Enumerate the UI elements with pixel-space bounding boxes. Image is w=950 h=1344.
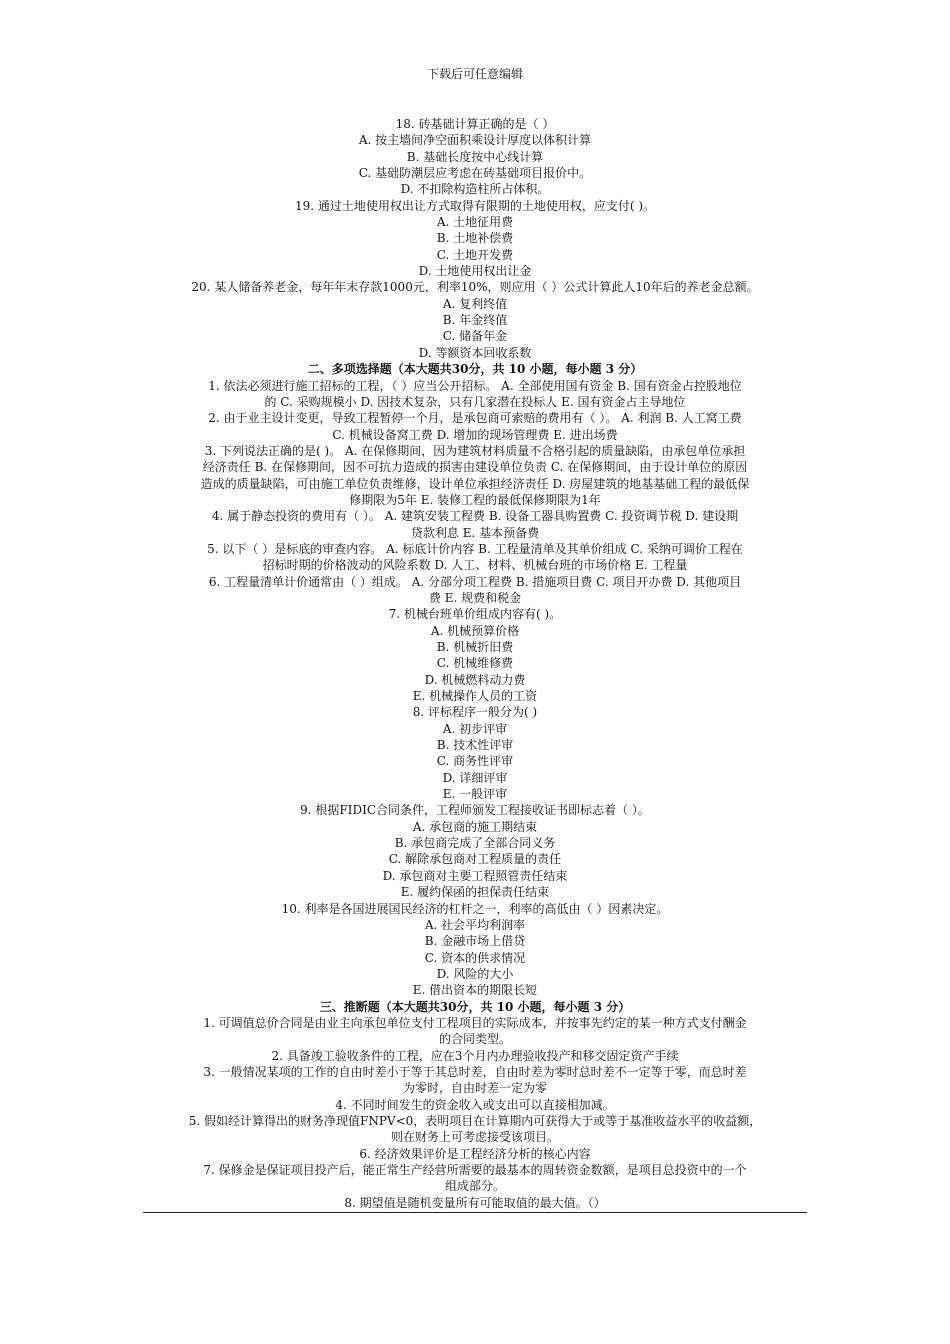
text-line: 18. 砖基础计算正确的是（ ） (395, 117, 555, 131)
text-line: A. 初步评审 (442, 721, 508, 736)
text-line: 2. 由于业主设计变更，导致工程暂停一个月，是承包商可索赔的费用有（ ）。 A. 利润 B. 人工窝工费 (208, 411, 742, 426)
text-line: 6. 工程量清单计价通常由（ ）组成。 A. 分部分项工程费 B. 措施项目费 C. 项目开办费 D. 其他项目 (208, 574, 742, 589)
text-line: 5. 假如经计算得出的财务净现值FNPV<0，表明项目在计算期内可获得大于或等于基准收益水平的收益额， (188, 1113, 762, 1128)
text-line: E. 机械操作人员的工资 (412, 689, 538, 704)
text-line: C. 解除承包商对工程质量的责任 (388, 852, 562, 867)
text-line: E. 借出资本的期限长短 (412, 983, 538, 998)
text-line: 20. 某人储备养老金，每年年末存款1000元，利率10%，则应用（ ）公式计算此人10年后的养老金总额。 (191, 280, 759, 295)
text-line: 10. 利率是各国进展国民经济的杠杆之一，利率的高低由（ ）因素决定。 (281, 901, 669, 916)
text-line: E. 履约保函的担保责任结束 (400, 885, 550, 900)
text-line: 的合同类型。 (438, 1032, 511, 1047)
text-line: 2. 具备竣工验收条件的工程，应在3个月内办理验收投产和移交固定资产手续 (271, 1048, 679, 1063)
text-line: D. 详细评审 (442, 770, 508, 785)
text-line: 则在财务上可考虑接受该项目。 (390, 1130, 559, 1145)
text-line: C. 储备年金 (442, 329, 508, 344)
text-line: 造成的质量缺陷，可由施工单位负责维修，设计单位承担经济责任 D. 房屋建筑的地基基础工程的最低保 (200, 476, 750, 491)
text-line: 5. 以下（ ）是标底的审查内容。 A. 标底计价内容 B. 工程量清单及其单价组成 C. 采纳可调价工程在 (207, 541, 743, 556)
text-line: C. 基础防潮层应考虑在砖基础项目报价中。 (358, 166, 592, 181)
text-line: C. 资本的供求情况 (424, 950, 526, 965)
text-line: B. 年金终值 (442, 313, 508, 328)
text-line: 4. 不同时间发生的资金收入或支出可以直接相加减。 (335, 1097, 615, 1112)
text-line: E. 一般评审 (442, 787, 508, 802)
text-line: 8. 评标程序一般分为( ) (412, 705, 538, 720)
text-line: 19. 通过土地使用权出让方式取得有限期的土地使用权，应支付( )。 (294, 198, 656, 213)
text-line: C. 商务性评审 (436, 754, 514, 769)
text-line: 为零时，自由时差一定为零 (402, 1081, 547, 1096)
text-line: 6. 经济效果评价是工程经济分析的核心内容 (359, 1146, 591, 1161)
text-line: 贷款利息 E. 基本预备费 (410, 525, 540, 540)
text-line: 1. 可调值总价合同是由业主向承包单位支付工程项目的实际成本，并按事先约定的某一种方式支付酬金 (203, 1015, 747, 1030)
text-line: A. 土地征用费 (436, 215, 514, 230)
text-line: 3. 下列说法正确的是( )。 A. 在保修期间，因为建筑材料质量不合格引起的质量缺陷，由承包单位承担 (204, 443, 746, 458)
text-line: A. 承包商的施工期结束 (412, 819, 538, 834)
text-line: D. 风险的大小 (436, 966, 514, 981)
text-line: B. 金融市场上借贷 (424, 934, 526, 949)
text-line: A. 社会平均利润率 (424, 917, 526, 932)
text-line: C. 土地开发费 (436, 247, 514, 262)
text-line: C. 机械设备窝工费 D. 增加的现场管理费 E. 进出场费 (332, 427, 618, 442)
text-line: 费 E. 规费和税金 (428, 590, 522, 605)
text-line: 4. 属于静态投资的费用有（ ）。 A. 建筑安装工程费 B. 设备工器具购置费 C. 投资调节税 D. 建设期 (211, 509, 739, 524)
text-line: B. 土地补偿费 (436, 231, 514, 246)
text-line: D. 土地使用权出让金 (418, 264, 532, 279)
text-line: B. 技术性评审 (436, 738, 514, 753)
text-line: A. 复利终值 (442, 296, 508, 311)
text-line: D. 承包商对主要工程照管责任结束 (382, 868, 568, 883)
text-line: 经济责任 B. 在保修期间，因不可抗力造成的损害由建设单位负责 C. 在保修期间，由于设计单位的原因 (202, 460, 748, 475)
bottom-rule (143, 1212, 807, 1213)
text-line: 的 C. 采购规模小 D. 因技术复杂，只有几家潜在投标人 E. 国有资金占主导地位 (264, 394, 686, 409)
text-line: B. 承包商完成了全部合同义务 (394, 836, 556, 851)
text-line: 7. 保修金是保证项目投产后，能正常生产经营所需要的最基本的周转资金数额，是项目总投资中的一个 (203, 1163, 747, 1177)
document-body (143, 116, 807, 1211)
text-line: B. 机械折旧费 (436, 640, 514, 654)
text-line: D. 不扣除构造柱所占体积。 (400, 182, 550, 197)
text-line: 7. 机械台班单价组成内容有( )。 (388, 607, 562, 622)
text-line: B. 基础长度按中心线计算 (406, 149, 544, 164)
text-line: 3. 一般情况某项的工作的自由时差小于等于其总时差，自由时差为零时总时差不一定等于零，而总时差 (203, 1064, 747, 1079)
text-line: 修期限为5年 E. 装修工程的最低保修期限为1年 (349, 492, 601, 507)
section-heading: 二、多项选择题（本大题共30分，共 10 小题，每小题 3 分） (307, 362, 643, 377)
section-heading: 三、推断题（本大题共30分，共 10 小题，每小题 3 分） (319, 999, 631, 1014)
page-header: 下载后可任意编辑 (426, 67, 523, 81)
text-line: A. 按主墙间净空面积乘设计厚度以体积计算 (358, 133, 592, 148)
text-line: 9. 根据FIDIC合同条件，工程师颁发工程接收证书即标志着（ ）。 (300, 803, 650, 818)
text-line: 1. 依法必须进行施工招标的工程，（ ）应当公开招标。 A. 全部使用国有资金 B. 国有资金占控股地位 (208, 378, 742, 393)
text-line: 8. 期望值是随机变量所有可能取值的最大值。（） (344, 1195, 606, 1210)
text-line: D. 机械燃料动力费 (424, 672, 526, 687)
text-line: 招标时期的价格波动的风险系数 D. 人工、材料、机械台班的市场价格 E. 工程量 (262, 558, 688, 573)
text-line: 组成部分。 (444, 1179, 505, 1194)
text-line: A. 机械预算价格 (430, 623, 520, 638)
text-line: C. 机械维修费 (436, 656, 514, 671)
text-line: D. 等额资本回收系数 (418, 345, 532, 360)
